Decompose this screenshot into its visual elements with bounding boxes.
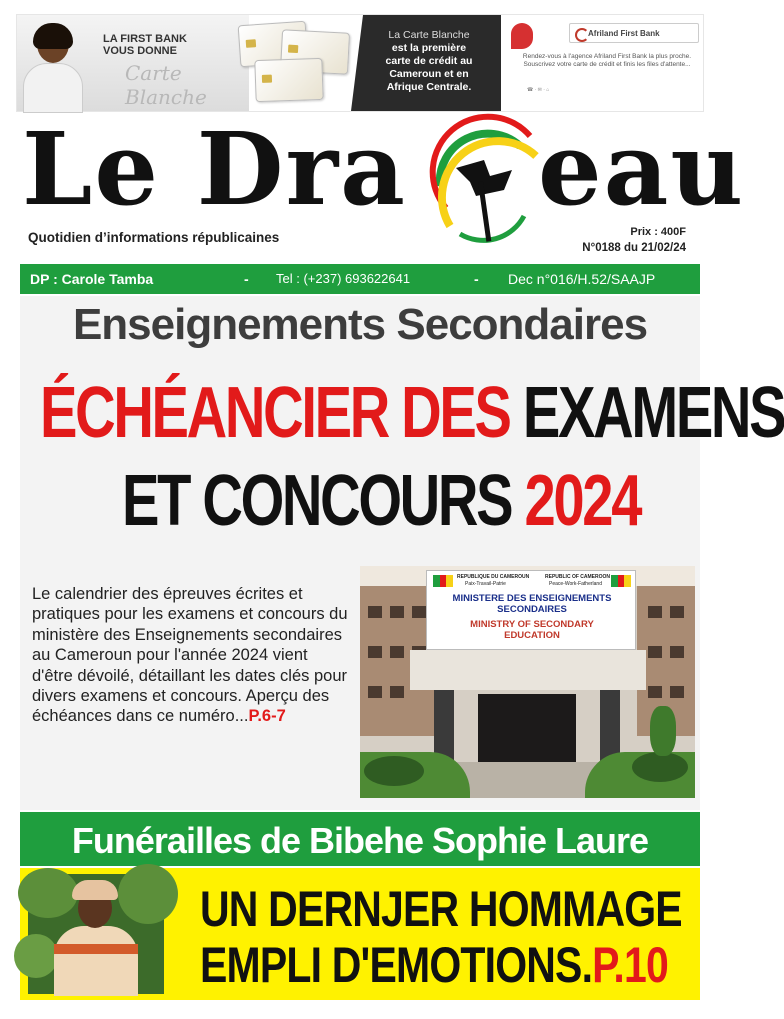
ad-model-image (23, 23, 83, 111)
ad-photo-area (17, 15, 249, 111)
ad-bank-panel (507, 15, 705, 111)
ad-dark-line: La Carte Blanche (388, 29, 470, 41)
publication-info-bar (20, 264, 700, 294)
ad-dark-text (367, 29, 491, 94)
cameroon-flag-emblem-icon (420, 116, 544, 248)
separator: - (474, 271, 479, 287)
ad-promo-text: Rendez-vous à l'agence Afriland First Bank la plus proche. Souscrivez votre carte de crédit et finis les files d'attente... (522, 53, 692, 68)
headline-year: 2024 (524, 461, 641, 541)
main-headline-line-1[interactable] (40, 372, 784, 454)
newspaper-logo-left: Le Dra (22, 110, 407, 228)
ministry-sign (426, 570, 636, 650)
headline-red-part: ÉCHÉANCIER DES (40, 373, 510, 453)
headline-black-part: EXAMENS (522, 373, 784, 453)
funeral-headline-text: EMPLI D'EMOTIONS. (200, 937, 593, 993)
sign-ministry-fr (427, 593, 637, 615)
price: Prix : 400F (630, 226, 686, 238)
director-name: DP : Carole Tamba (30, 271, 154, 287)
sign-line: MINISTERE DES ENSEIGNEMENTS (452, 593, 612, 604)
funeral-banner (20, 812, 700, 866)
tagline: Quotidien d’informations républicaines (28, 230, 280, 245)
location-pin-icon (511, 23, 533, 49)
ad-headline: LA FIRST BANK VOUS DONNE (103, 33, 187, 57)
sign-ministry-en (427, 619, 637, 641)
lead-text: Le calendrier des épreuves écrites et pratiques pour les examens et concours du ministère des Enseignements secondaires au Cameroun pour l'année 2024 vient d'être dévoilé, détaillant les dates clés pour divers examens et concours. Aperçu des échéances dans ce numéro... (32, 585, 348, 726)
ad-dark-line: carte de crédit au (385, 55, 473, 67)
ministry-building-photo (360, 566, 695, 798)
phone-number: Tel : (+237) 693622641 (276, 271, 411, 286)
lead-paragraph (32, 584, 350, 727)
newspaper-logo-right: eau (538, 110, 746, 228)
credit-cards-image (235, 21, 353, 105)
ad-dark-line: est la première (391, 42, 467, 54)
issue-number-date: N°0188 du 21/02/24 (582, 242, 686, 254)
sign-line: EDUCATION (504, 630, 560, 641)
ad-dark-line: Cameroun et en (389, 68, 469, 80)
ad-card-script: Carte Blanche (125, 61, 207, 109)
top-advertisement[interactable] (16, 14, 704, 112)
section-rubric: Enseignements Secondaires (72, 300, 648, 349)
sign-motto-en: Peace-Work-Fatherland (549, 581, 602, 587)
deceased-portrait-photo (28, 874, 164, 994)
headline-black-part: ET CONCOURS (122, 461, 512, 541)
funeral-headline-line-2[interactable] (200, 936, 668, 994)
funeral-banner-title: Funérailles de Bibehe Sophie Laure (71, 820, 649, 861)
main-headline-line-2[interactable] (122, 460, 640, 542)
decree-number: Dec n°016/H.52/SAAJP (508, 271, 656, 287)
sign-line: MINISTRY OF SECONDARY (470, 619, 594, 630)
sign-line: SECONDAIRES (497, 604, 567, 615)
masthead (22, 110, 746, 264)
ad-contacts: ☎ · ✉ · ⌂ (527, 87, 550, 93)
bank-logo: Afriland First Bank (569, 23, 699, 43)
ad-dark-line: Afrique Centrale. (386, 81, 472, 93)
sign-republic-fr: REPUBLIQUE DU CAMEROUN (457, 574, 530, 580)
page-reference-link[interactable]: P.6-7 (248, 707, 286, 726)
separator: - (244, 271, 249, 287)
sign-motto-fr: Paix-Travail-Patrie (465, 581, 506, 587)
sign-republic-en: REPUBLIC OF CAMEROON (545, 574, 610, 580)
funeral-page-reference[interactable]: P.10 (592, 937, 668, 993)
funeral-headline-line-1[interactable]: UN DERNJER HOMMAGE (200, 881, 682, 937)
